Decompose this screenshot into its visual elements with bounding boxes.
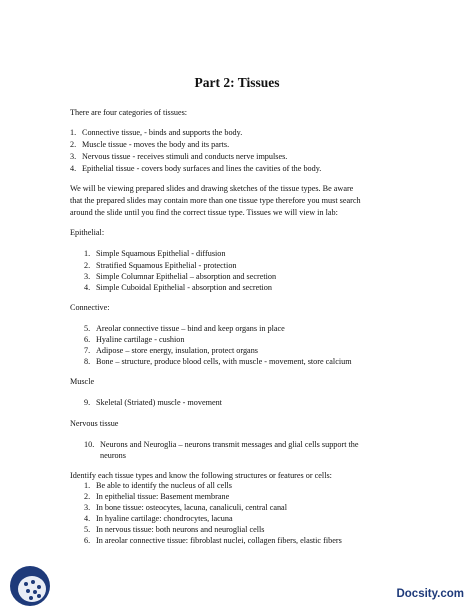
logo-dot [29,596,33,600]
category-item [70,140,229,150]
item-number: 4. [70,164,77,173]
item-number: 5. [84,525,91,534]
item-text: In areolar connective tissue: fibroblast nuclei, collagen fibers, elastic fibers [96,536,342,545]
item-text: Areolar connective tissue – bind and keep organs in place [96,324,285,333]
item-number: 4. [84,283,91,292]
paragraph-line: that the prepared slides may contain more than one tissue type therefore you must search [70,196,361,205]
list-item [84,536,342,546]
item-text: In hyaline cartilage: chondrocytes, lacuna [96,514,233,523]
category-item [70,128,242,138]
intro-text: There are four categories of tissues: [70,108,188,117]
logo-dot [26,589,30,593]
item-text: Neurons and Neuroglia – neurons transmit messages and glial cells support the [100,440,359,449]
item-number: 5. [84,324,91,333]
item-number: 3. [70,152,77,161]
list-item-continuation: neurons [100,451,126,460]
item-text: Nervous tissue - receives stimuli and conducts nerve impulses. [82,152,288,161]
logo-dot [33,590,37,594]
list-item [84,357,352,367]
item-number: 9. [84,398,91,407]
item-text: Stratified Squamous Epithelial - protection [96,261,237,270]
item-text: In bone tissue: osteocytes, lacuna, canaliculi, central canal [96,503,287,512]
page-title: Part 2: Tissues [194,75,280,90]
item-text: Hyaline cartilage - cushion [96,335,185,344]
list-item [84,335,184,345]
category-item [70,152,287,162]
list-item [84,346,258,356]
item-text: In nervous tissue: both neurons and neuroglial cells [96,525,265,534]
item-text: Skeletal (Striated) muscle - movement [96,398,222,407]
item-number: 3. [84,503,91,512]
paragraph-line: We will be viewing prepared slides and drawing sketches of the tissue types. Be aware [70,184,354,193]
item-number: 10. [84,440,95,449]
item-number: 7. [84,346,91,355]
list-item [84,324,285,334]
item-number: 4. [84,514,91,523]
section-heading-nervous: Nervous tissue [70,419,119,428]
list-item [84,440,359,450]
list-item [84,492,229,502]
list-item [84,398,222,408]
list-item [84,283,272,293]
list-item [84,525,265,535]
item-text: Adipose – store energy, insulation, protect organs [96,346,258,355]
item-number: 8. [84,357,91,366]
docsity-logo-icon[interactable] [10,566,50,606]
item-number: 1. [84,481,91,490]
paragraph-line: around the slide until you find the correct tissue type. Tissues we will view in lab: [70,208,338,217]
item-text: In epithelial tissue: Basement membrane [96,492,230,501]
logo-dot [24,582,28,586]
item-text: Be able to identify the nucleus of all cells [96,481,232,490]
section-heading-epithelial: Epithelial: [70,228,105,237]
item-text: Simple Columnar Epithelial – absorption and secretion [96,272,277,281]
item-text: Bone – structure, produce blood cells, with muscle - movement, store calcium [96,357,352,366]
list-item [84,249,225,259]
category-item [70,164,321,174]
list-item [84,481,232,491]
logo-dot [37,594,41,598]
list-item [84,514,233,524]
list-item [84,272,276,282]
item-number: 6. [84,335,91,344]
section-heading-identify: Identify each tissue types and know the following structures or features or cells: [70,471,332,480]
section-heading-muscle: Muscle [70,377,95,386]
item-text: Connective tissue, - binds and supports the body. [82,128,243,137]
logo-dot [37,585,41,589]
logo-dot [31,580,35,584]
item-number: 2. [70,140,77,149]
item-number: 6. [84,536,91,545]
item-number: 3. [84,272,91,281]
list-item [84,503,287,513]
item-text: Epithelial tissue - covers body surfaces and lines the cavities of the body. [82,164,322,173]
item-number: 2. [84,492,91,501]
item-text: Simple Cuboidal Epithelial - absorption and secretion [96,283,272,292]
docsity-brand-link[interactable]: Docsity.com [396,588,464,600]
item-number: 1. [84,249,91,258]
item-text: Simple Squamous Epithelial - diffusion [96,249,226,258]
section-heading-connective: Connective: [70,303,110,312]
list-item [84,261,237,271]
item-number: 1. [70,128,77,137]
item-number: 2. [84,261,91,270]
item-text: Muscle tissue - moves the body and its parts. [82,140,230,149]
